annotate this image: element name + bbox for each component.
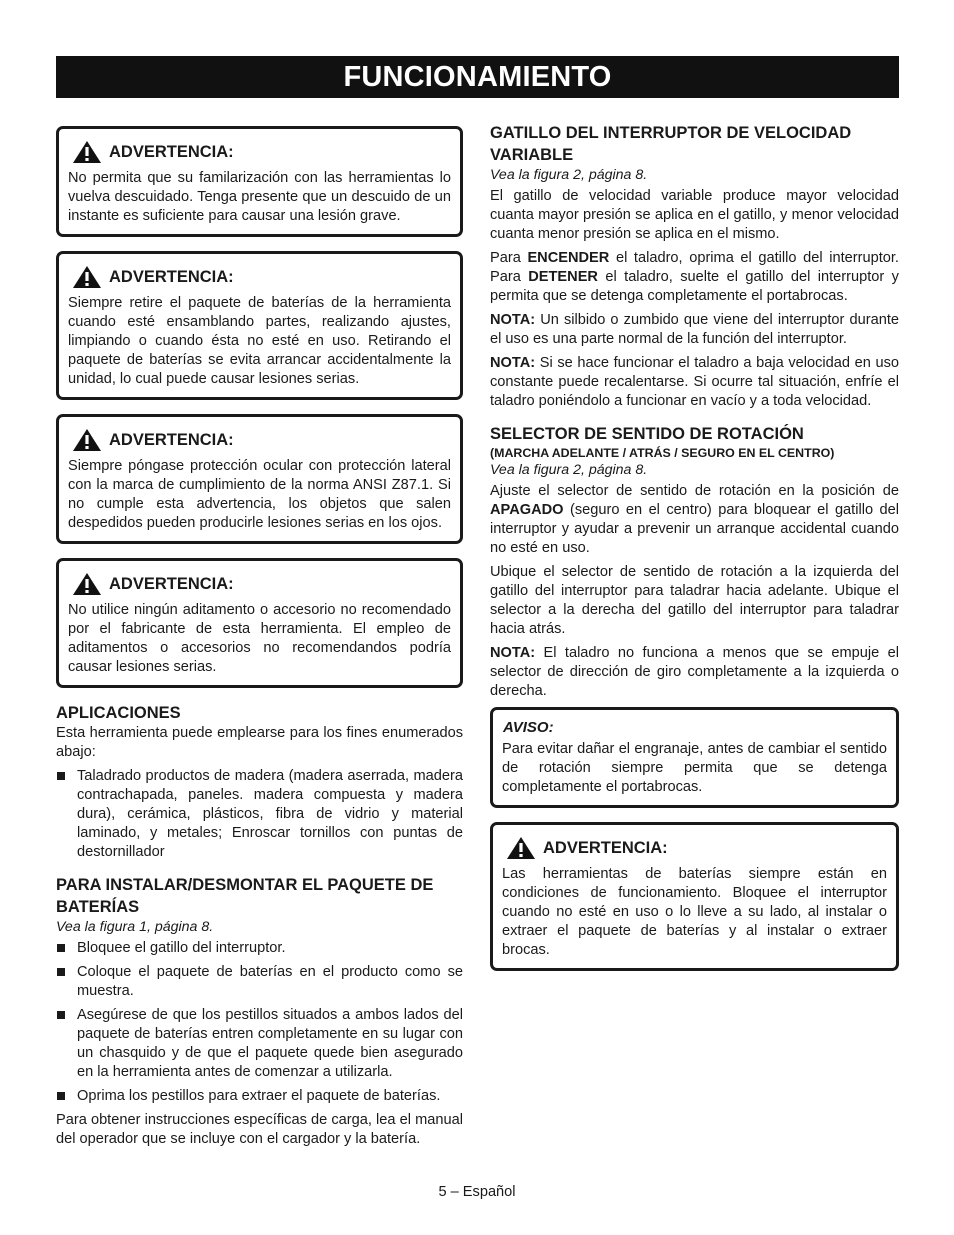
warning-triangle-icon [72, 572, 102, 596]
bullet-square-icon [57, 968, 65, 976]
bullet-square-icon [57, 1092, 65, 1100]
gatillo-paragraph-1: El gatillo de velocidad variable produce mayor velocidad cuanta mayor presión se aplica en el gatillo, y menor velocidad cuanta menor presión se aplica en el mismo. [490, 188, 899, 242]
aplicaciones-intro: Esta herramienta puede emplearse para los fines enumerados abajo: [56, 725, 463, 760]
warning-triangle-icon [72, 265, 102, 289]
warning-box-3 [56, 414, 463, 544]
selector-paragraph-2: Ubique el selector de sentido de rotación a la izquierda del gatillo del interruptor para taladrar hacia adelante. Ubique el selector a la derecha del gatillo del interruptor para taladrar hacia atrás. [490, 564, 899, 637]
baterias-list [56, 939, 463, 1106]
selector-figure-ref: Vea la figura 2, página 8. [490, 462, 648, 478]
warning-text: Siempre póngase protección ocular con protección lateral con la marca de cumplimiento de la norma ANSI Z87.1. Si no cumple esta advertencia, los objetos que salen despedidos pueden producirle lesiones serias en los ojos. [68, 458, 451, 531]
baterias-figure-ref: Vea la figura 1, página 8. [56, 919, 214, 935]
list-item: Taladrado productos de madera (madera aserrada, madera contrachapada, paneles. madera compuesta y madera dura), cerámica, plásticos, fibra de vidrio y material laminado, y metales; Enroscar tornillos con puntas de destornillador [56, 767, 463, 862]
warning-box-4 [56, 558, 463, 688]
warning-box-2 [56, 251, 463, 400]
aplicaciones-list [56, 767, 463, 862]
warning-box-1 [56, 126, 463, 237]
gatillo-heading: GATILLO DEL INTERRUPTOR DE VELOCIDAD VARIABLE [490, 124, 852, 164]
warning-triangle-icon [506, 836, 536, 860]
list-item: Coloque el paquete de baterías en el producto como se muestra. [56, 963, 463, 1001]
gatillo-paragraph-2: Para ENCENDER el taladro, oprima el gatillo del interruptor. Para DETENER el taladro, suelte el gatillo del interruptor y permita que se detenga completamente el portabrocas. [490, 250, 899, 304]
selector-paragraph-1: Ajuste el selector de sentido de rotación en la posición de APAGADO (seguro en el centro) para bloquear el gatillo del interruptor y ayudar a prevenir un arranque accidental cuando no esté en uso. [490, 483, 899, 556]
aviso-box [490, 707, 899, 808]
warning-text: No permita que su familarización con las herramientas lo vuelva descuidado. Tenga presente que un descuido de un instante es suficiente para causar una lesión grave. [68, 170, 451, 224]
baterias-closing: Para obtener instrucciones específicas de carga, lea el manual del operador que se incluye con el cargador y la batería. [56, 1112, 463, 1147]
list-item: Bloquee el gatillo del interruptor. [56, 939, 463, 958]
warning-title: ADVERTENCIA: [109, 430, 234, 449]
warning-triangle-icon [72, 140, 102, 164]
warning-box-right [490, 822, 899, 971]
warning-title: ADVERTENCIA: [109, 142, 234, 161]
bullet-square-icon [57, 1011, 65, 1019]
page-footer: 5 – Español [438, 1184, 516, 1200]
selector-nota: NOTA: El taladro no funciona a menos que se empuje el selector de dirección de giro completamente a la izquierda o derecha. [490, 645, 899, 699]
warning-triangle-icon [72, 428, 102, 452]
gatillo-nota-2: NOTA: Si se hace funcionar el taladro a baja velocidad en uso constante puede recalentarse. Si ocurre tal situación, enfríe el taladro poniéndolo a funcionar en vacío y a toda velocidad. [490, 355, 899, 409]
page-title: FUNCIONAMIENTO [56, 56, 899, 98]
warning-text: No utilice ningún aditamento o accesorio no recomendado por el fabricante de esta herramienta. El empleo de aditamentos o accesorios no recomendandos podría causar lesiones serias. [68, 602, 451, 675]
baterias-heading: PARA INSTALAR/DESMONTAR EL PAQUETE DE BATERÍAS [56, 876, 434, 916]
gatillo-figure-ref: Vea la figura 2, página 8. [490, 167, 648, 183]
aplicaciones-heading: APLICACIONES [56, 704, 181, 722]
gatillo-nota-1: NOTA: Un silbido o zumbido que viene del interruptor durante el uso es una parte normal de la función del interruptor. [490, 312, 899, 347]
selector-heading: SELECTOR DE SENTIDO DE ROTACIÓN [490, 425, 804, 443]
left-column [56, 126, 463, 1154]
selector-subheading: (MARCHA ADELANTE / ATRÁS / SEGURO EN EL CENTRO) [490, 446, 835, 460]
list-item: Asegúrese de que los pestillos situados a ambos lados del paquete de baterías entren completamente en su lugar con un chasquido y de que el paquete quede bien asegurado en la herramienta antes de comenzar a utilizarla. [56, 1006, 463, 1082]
bullet-square-icon [57, 772, 65, 780]
warning-text: Siempre retire el paquete de baterías de la herramienta cuando esté ensamblando partes, realizando ajustes, limpiando o cuando ésta no esté en uso. Retirando el paquete de baterías se evita arrancar accidentalmente la unidad, lo cual puede causar lesiones serias. [68, 295, 451, 387]
warning-title: ADVERTENCIA: [109, 267, 234, 286]
warning-title: ADVERTENCIA: [543, 838, 668, 857]
warning-title: ADVERTENCIA: [109, 574, 234, 593]
aviso-title: AVISO: [503, 719, 554, 736]
bullet-square-icon [57, 944, 65, 952]
aviso-text: Para evitar dañar el engranaje, antes de cambiar el sentido de rotación siempre permita que se detenga completamente el portabrocas. [502, 741, 887, 795]
warning-text: Las herramientas de baterías siempre están en condiciones de funcionamiento. Bloquee el interruptor cuando no esté en uso o lo lleve a su lado, al instalar o extraer el paquete de baterías y al instalar o extraer brocas. [502, 866, 887, 958]
right-column [490, 126, 899, 985]
list-item: Oprima los pestillos para extraer el paquete de baterías. [56, 1087, 463, 1106]
